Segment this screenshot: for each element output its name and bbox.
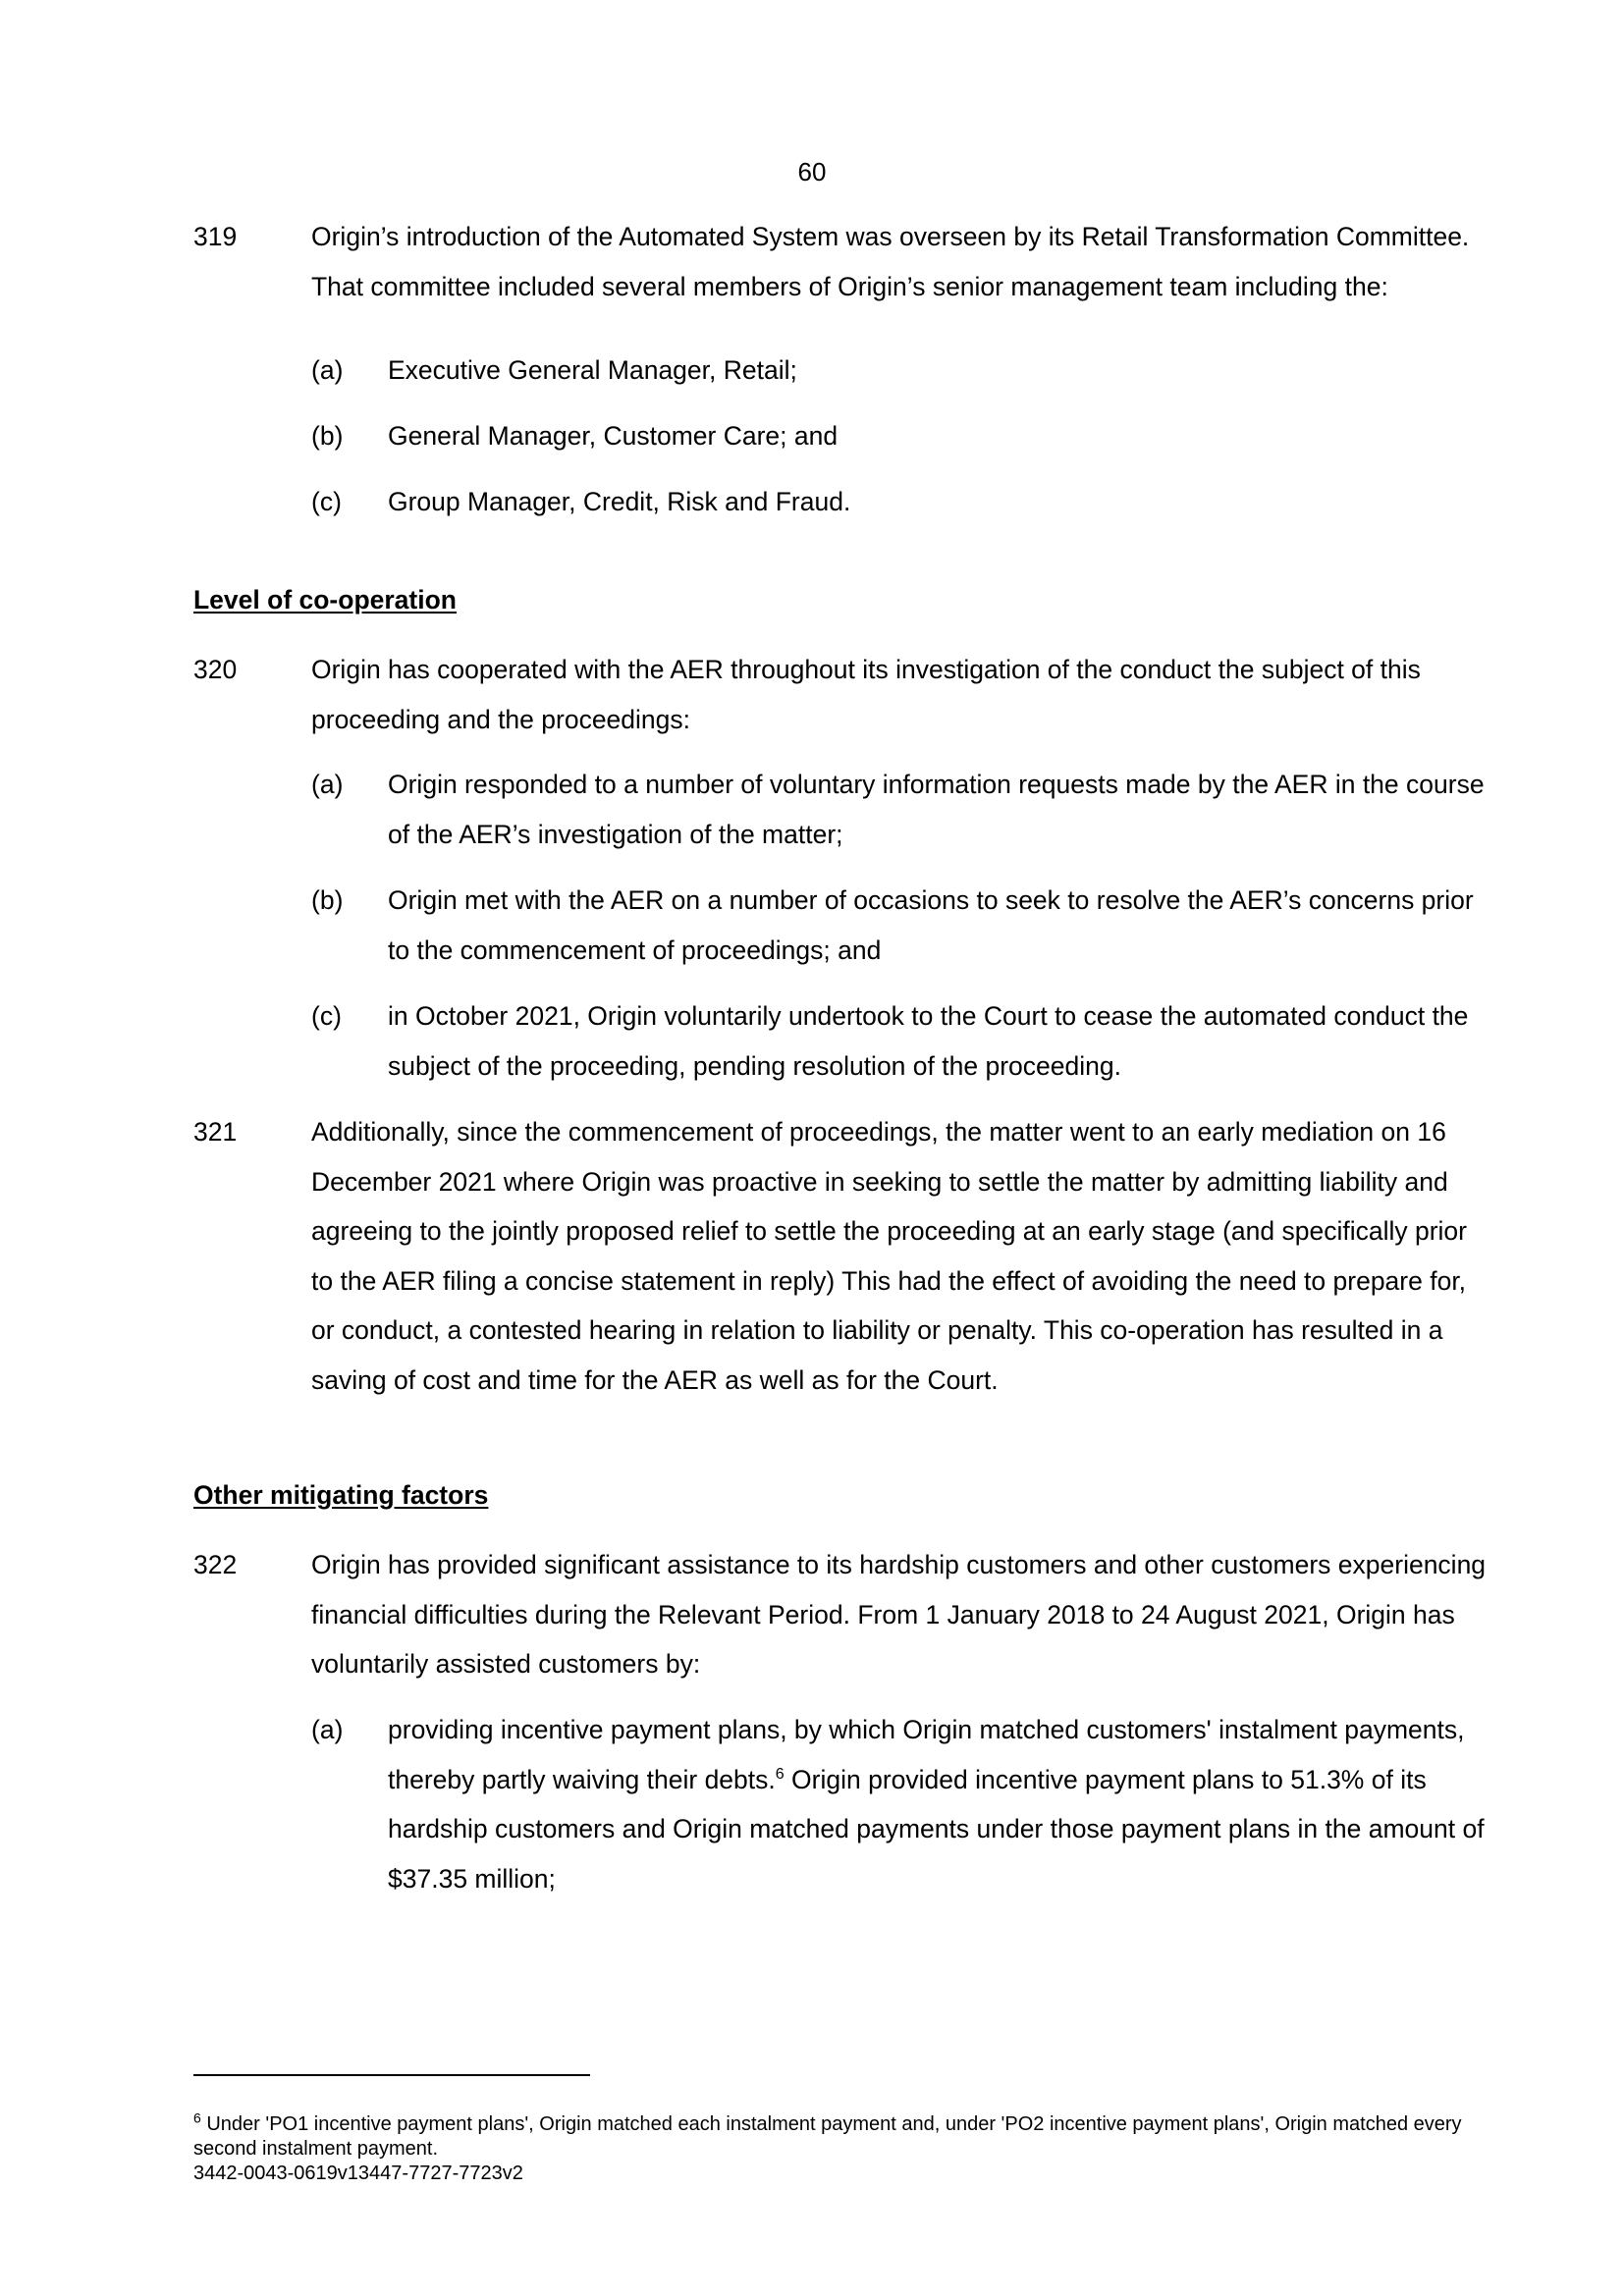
footnote-6 <box>193 2109 1489 2161</box>
footnote-number: 6 <box>193 2109 201 2126</box>
paragraph-321 <box>193 1107 1489 1405</box>
paragraph-text: Origin has cooperated with the AER throughout its investigation of the conduct the subject of this proceeding and the proceedings: <box>311 655 1421 734</box>
subparagraph-320b <box>311 876 1489 975</box>
subparagraph-text-before: providing incentive payment plans, by which Origin matched customers' instalment payments, thereby partly waiving their debts. <box>388 1715 1465 1794</box>
subparagraph-319c <box>311 477 1489 527</box>
paragraph-text: Origin’s introduction of the Automated System was overseen by its Retail Transformation Committee. That committee included several members of Origin’s senior management team including the: <box>311 222 1470 301</box>
paragraph-320 <box>193 645 1489 744</box>
paragraph-number: 321 <box>193 1117 238 1147</box>
subparagraph-label: (c) <box>311 1001 342 1031</box>
paragraph-number: 319 <box>193 222 238 251</box>
paragraph-319 <box>193 212 1489 311</box>
paragraph-text: Additionally, since the commencement of proceedings, the matter went to an early mediation on 16 December 2021 where Origin was proactive in seeking to settle the matter by admitting liability and agreeing to the jointly proposed relief to settle the proceeding at an early stage (and specifically prior to the AER filing a concise statement in reply) This had the effect of avoiding the need to prepare for, or conduct, a contested hearing in relation to liability or penalty. This co-operation has resulted in a saving of cost and time for the AER as well as for the Court. <box>311 1117 1467 1395</box>
footnote-separator <box>193 2074 590 2076</box>
paragraph-number: 320 <box>193 655 238 684</box>
paragraph-322 <box>193 1540 1489 1689</box>
section-heading-mitigating: Other mitigating factors <box>193 1480 489 1510</box>
paragraph-text: Origin has provided significant assistance to its hardship customers and other customers experiencing financial difficulties during the Relevant Period. From 1 January 2018 to 24 August 2021, Origin has voluntarily assisted customers by: <box>311 1550 1487 1679</box>
subparagraph-text-after: Origin provided incentive payment plans to 51.3% of its hardship customers and Origin matched payments under those payment plans in the amount of $37.35 million; <box>388 1764 1485 1894</box>
section-heading-cooperation: Level of co-operation <box>193 585 457 614</box>
footnote-text: Under 'PO1 incentive payment plans', Origin matched each instalment payment and, under 'PO2 incentive payment plans', Origin matched every second instalment payment. <box>193 2113 1462 2160</box>
document-reference: 3442-0043-0619v13447-7727-7723v2 <box>193 2163 523 2184</box>
subparagraph-319a <box>311 346 1489 396</box>
subparagraph-320a <box>311 760 1489 859</box>
subparagraph-322a <box>311 1705 1489 1903</box>
footnote-reference[interactable]: 6 <box>775 1765 785 1783</box>
subparagraph-label: (a) <box>311 1715 344 1744</box>
subparagraph-text <box>388 1705 1489 1903</box>
subparagraph-text: Origin met with the AER on a number of occasions to seek to resolve the AER’s concerns prior to the commencement of proceedings; and <box>388 885 1474 965</box>
subparagraph-label: (a) <box>311 355 344 385</box>
subparagraph-label: (a) <box>311 770 344 799</box>
subparagraph-319b <box>311 411 1489 461</box>
paragraph-number: 322 <box>193 1550 238 1579</box>
subparagraph-text: General Manager, Customer Care; and <box>388 421 839 451</box>
subparagraph-label: (b) <box>311 885 344 915</box>
subparagraph-320c <box>311 991 1489 1091</box>
subparagraph-label: (b) <box>311 421 344 451</box>
subparagraph-text: Origin responded to a number of voluntary information requests made by the AER in the course of the AER’s investigation of the matter; <box>388 770 1485 849</box>
subparagraph-text: in October 2021, Origin voluntarily undertook to the Court to cease the automated conduct the subject of the proceeding, pending resolution of the proceeding. <box>388 1001 1469 1081</box>
subparagraph-text: Executive General Manager, Retail; <box>388 355 797 385</box>
page-number: 60 <box>797 157 827 187</box>
subparagraph-label: (c) <box>311 487 342 516</box>
subparagraph-text: Group Manager, Credit, Risk and Fraud. <box>388 487 851 516</box>
